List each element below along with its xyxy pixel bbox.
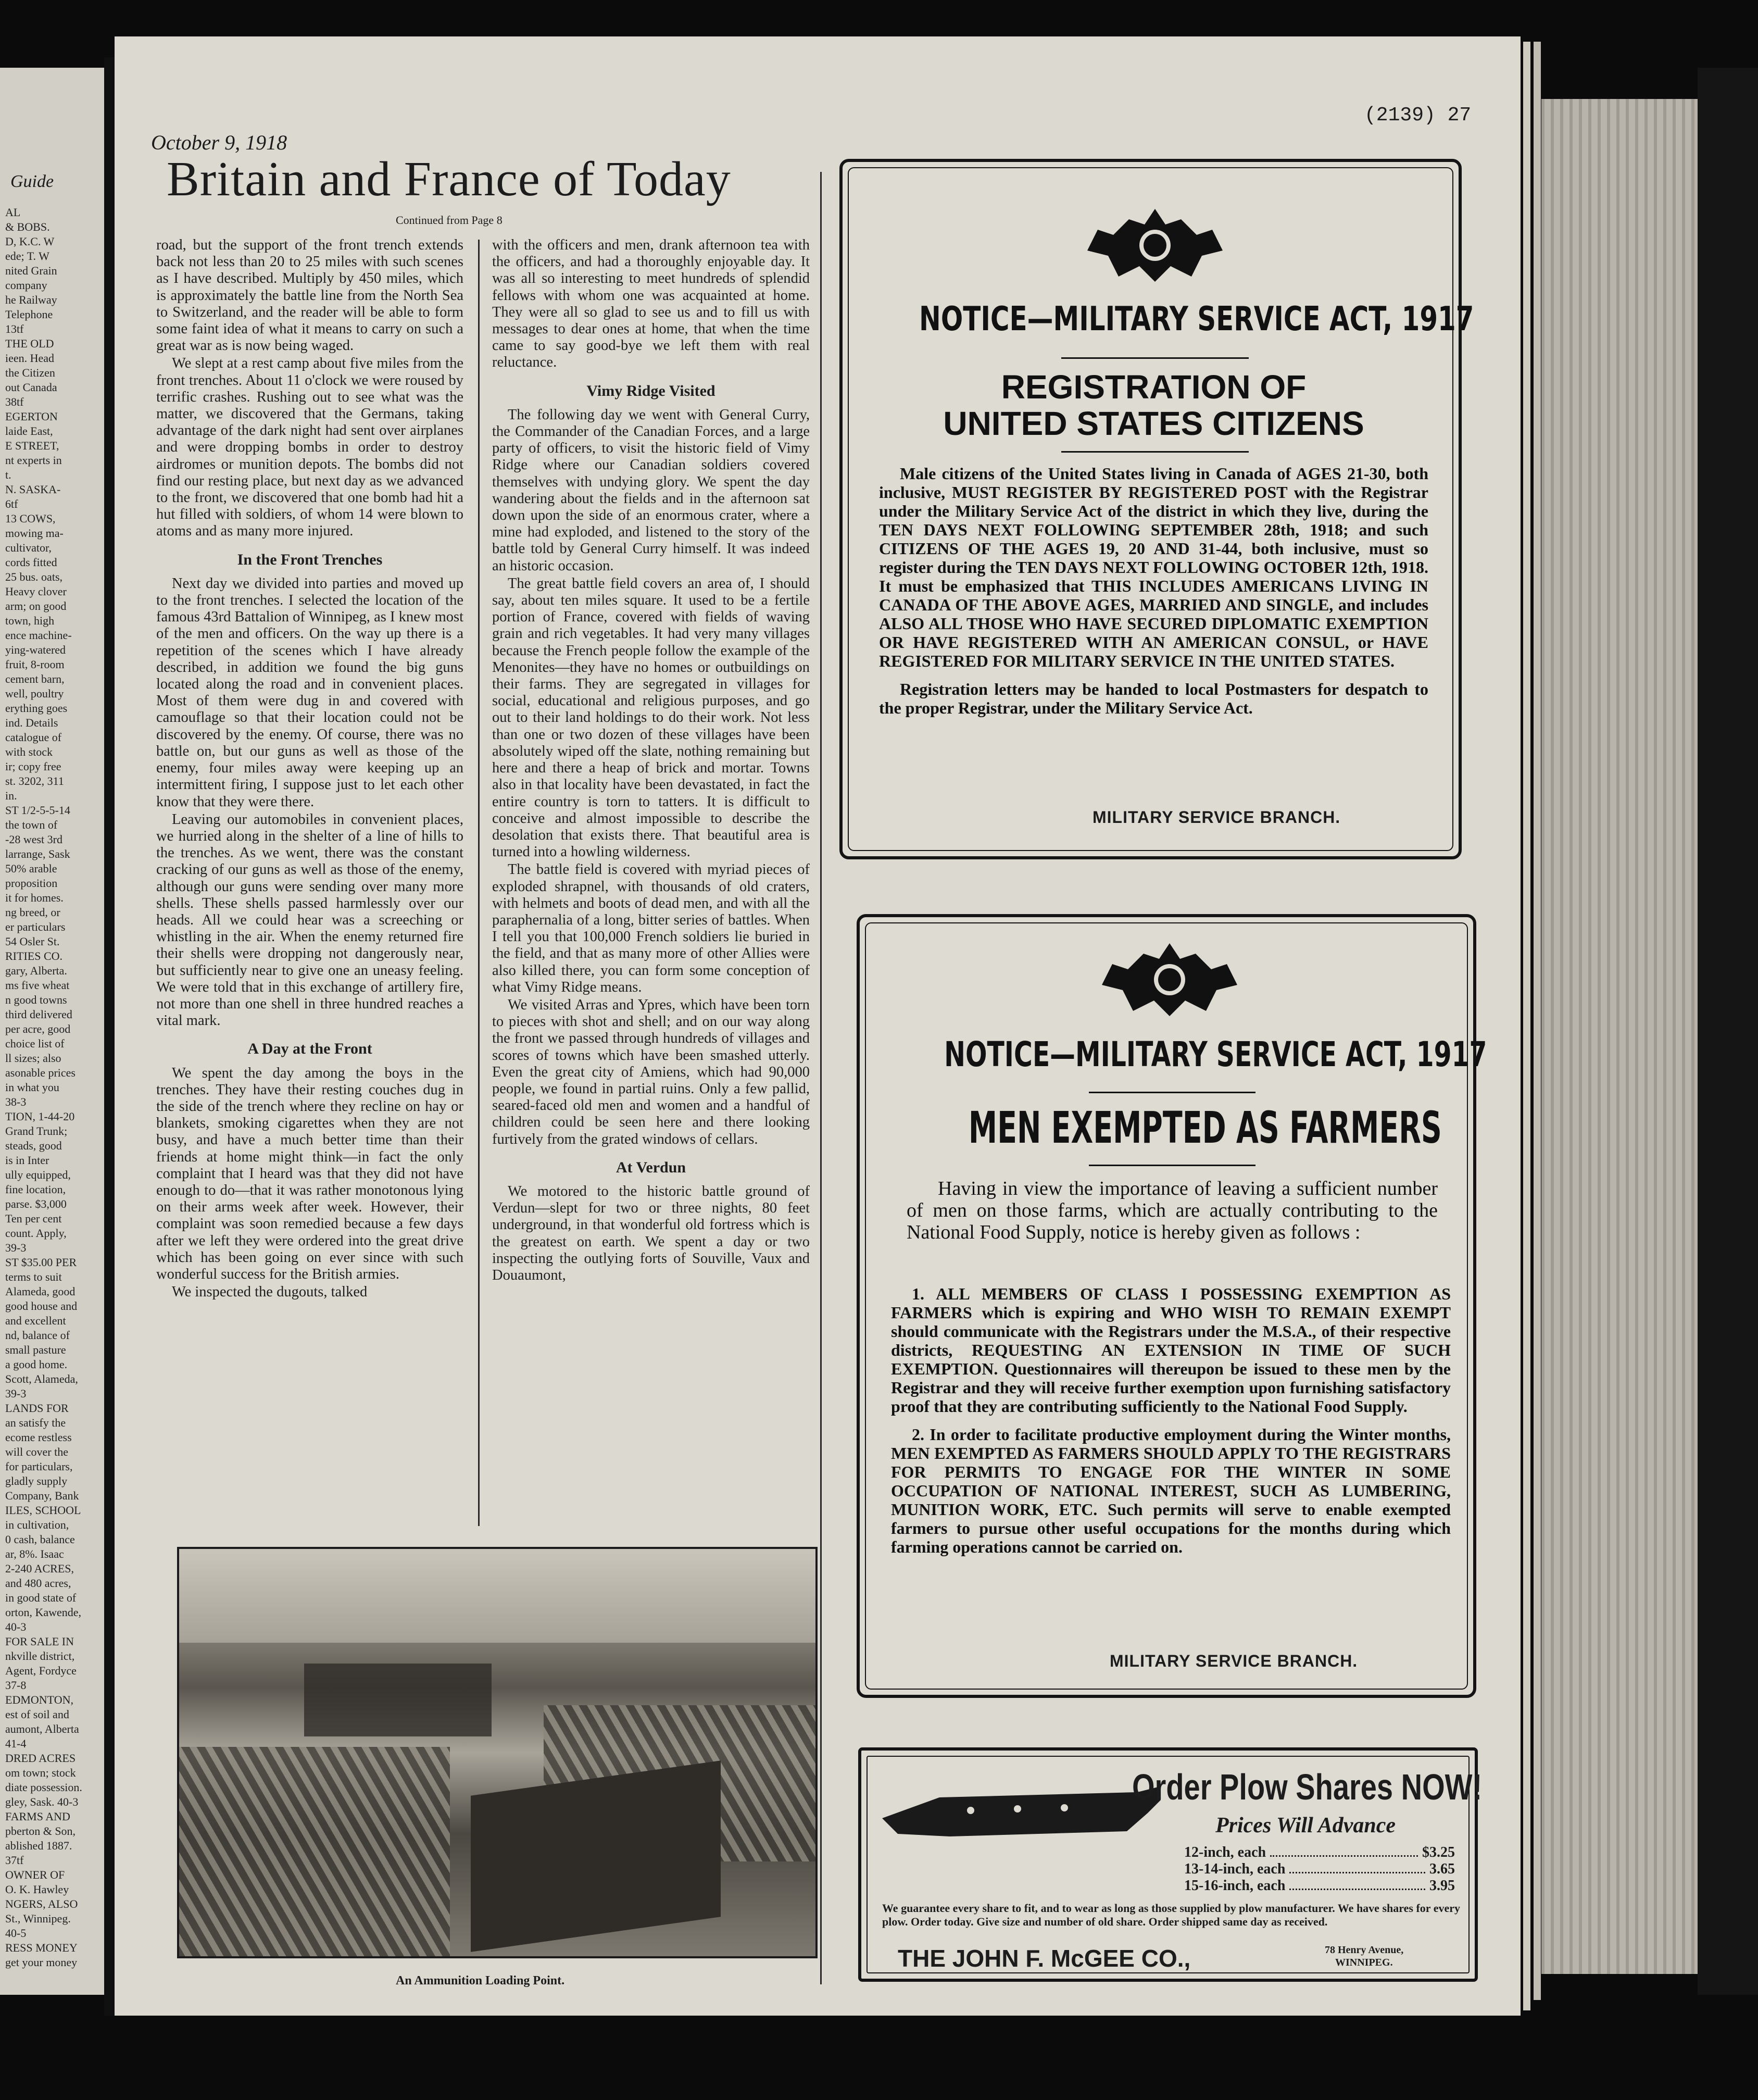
ad-subhead: Prices Will Advance <box>1215 1814 1396 1838</box>
price-list <box>1184 1844 1455 1894</box>
notice-title-line1: REGISTRATION OF <box>1001 368 1307 406</box>
ad-company-name: THE JOHN F. McGEE CO., <box>898 1945 1191 1972</box>
subheading: In the Front Trenches <box>237 551 383 568</box>
article-column-1 <box>156 237 463 1529</box>
notice-paragraph: Male citizens of the United States living in Canada of AGES 21-30, both inclusive, MUST REGISTER BY REGISTERED POST with the Registrar under the Military Service Act of the district in which they live, during the TEN DAYS NEXT FOLLOWING SEPTEMBER 28th, 1918; and such CITIZENS OF THE AGES 19, 20 AND 31-44, both inclusive, must so register during the TEN DAYS NEXT FOLLOWING OCTOBER 12th, 1918. It must be emphasized that THIS INCLUDES AMERICANS LIVING IN CANADA OF THE ABOVE AGES, MARRIED AND SINGLE, and includes ALSO ALL THOSE WHO HAVE SECURED DIPLOMATIC EXEMPTION OR HAVE REGISTERED WITH AN AMERICAN CONSUL, or HAVE REGISTERED FOR MILITARY SERVICE IN THE UNITED STATES. <box>879 464 1428 670</box>
crest-icon <box>1081 933 1258 1021</box>
ad-address-line2: WINNIPEG. <box>1335 1957 1393 1968</box>
price-size: 15-16-inch, each <box>1184 1878 1286 1894</box>
photo-caption: An Ammunition Loading Point. <box>396 1974 565 1988</box>
notice-item: 1. ALL MEMBERS OF CLASS I POSSESSING EXEMPTION AS FARMERS which is expiring and WHO WISH TO REMAIN EXEMPT should communicate with the Registrars under the M.S.A., of their respective districts, REQUESTING AN EXTENSION IN TIME OF SUCH EXEMPTION. Questionnaires will thereupon be issued to these men by the Registrar and they will receive further exemption upon furnishing satisfactory proof that they are contributing sufficiently to the National Food Supply. <box>891 1284 1451 1416</box>
notice-exempted-farmers <box>857 914 1487 1698</box>
book-gutter <box>104 57 115 2016</box>
plow-shares-ad <box>858 1747 1483 1982</box>
paragraph: We slept at a rest camp about five miles from the front trenches. About 11 o'clock we were roused by terrific crashes. Rushing out to see what was the matter, we discovered that the Germans, taking advantage of the dark night had sent over airplanes and were dropping bombs in order to destroy airdromes or munition depots. The bombs did not find our resting place, but next day as we advanced to the front, we discovered that one bomb had hit a hut filled with soldiers, of whom 14 were blown to atoms and as many more injured. <box>156 355 463 540</box>
column-rule <box>478 240 480 1526</box>
paragraph: We motored to the historic battle ground of Verdun—slept for two or three nights, 80 feet underground, in that wonderful old fortress which is the greatest on earth. We spent a day or two inspecting the outlying forts of Souville, Vaux and Douaumont, <box>492 1183 810 1283</box>
paragraph: The great battle field covers an area of, I should say, about ten miles square. It used to be a fertile portion of France, covered with fields of waving grain and rich vegetables. It had very many villages because the French people follow the example of the Menonites—they have no homes or outbuildings on their farms. They are segregated in villages for social, educational and religious purposes, and go out to their land holdings to do their work. Not less than one or two dozen of these villages have been absolutely wiped off the slate, nothing remaining but here and there a heap of brick and mortar. Towns also in that locality have been devastated, in fact the entire country is torn to tatters. It is difficult to conceive and almost impossible to describe the desolation that exists there. That beautiful area is turned into a howling wilderness. <box>492 575 810 860</box>
paragraph: We visited Arras and Ypres, which have been torn to pieces with shot and shell; and on our way along the front we passed through hundreds of villages and scores of towns which have been smashed utterly. Even the great city of Amiens, which had 90,000 people, we found in partial ruins. Only a few pallid, seared-faced old men and women and a handful of children could be seen here and there looking furtively from the grated windows of cellars. <box>492 996 810 1147</box>
photo-wagon-2 <box>304 1664 492 1736</box>
left-page <box>0 68 104 1995</box>
left-page-ad-fragments: AL & BOBS. D, K.C. W ede; T. W nited Grain company he Railway Telephone 13tf THE OLD ieen. Head the Citizen out Canada 38tf EGERTON laide East, E STREET, nt experts in t. N. SASKA- 6tf 13 COWS, mowing ma- cultivator, cords fitted 25 bus. oats, Heavy clover arm; on good town, high ence machine- ying-watered fruit, 8-room cement barn, well, poultry erything goes ind. Details catalogue of with stock ir; copy free st. 3202, 311 in. ST 1/2-5-5-14 the town of -28 west 3rd larrange, Sask 50% arable proposition it for homes. ng breed, or er particulars 54 Osler St. RITIES CO. gary, Alberta. ms five wheat n good towns third delivered per acre, good choice list of ll sizes; also asonable prices in what you 38-3 TION, 1-44-20 Grand Trunk; steads, good is in Inter ully equipped, fine location, parse. $3,000 Ten per cent count. Apply, 39-3 ST $35.00 PER terms to suit Alameda, good good house and and excellent nd, balance of small pasture a good home. Scott, Alameda, 39-3 LANDS FOR an satisfy the ecome restless will cover the for particulars, gladly supply Company, Bank ILES, SCHOOL in cultivation, 0 cash, balance ar, 8%. Isaac 2-240 ACRES, and 480 acres, in good state of orton, Kawende, 40-3 FOR SALE IN nkville district, Agent, Fordyce 37-8 EDMONTON, est of soil and aumont, Alberta 41-4 DRED ACRES om town; stock diate possession. gley, Sask. 40-3 FARMS AND pberton & Son, ablished 1887. 37tf OWNER OF O. K. Hawley NGERS, ALSO St., Winnipeg. 40-5 RESS MONEY get your money <box>5 206 82 1969</box>
photo-wagon <box>471 1760 721 1952</box>
photo-shell-stacks <box>179 1747 450 1958</box>
crest-icon <box>1066 198 1244 287</box>
paragraph: with the officers and men, drank afternoon tea with the officers, and had a thoroughly enjoyable day. It was all so interesting to meet hundreds of splendid fellows with whom one was acquainted at home. They were all so glad to see us and to fill us with messages to dear ones at home, that when the time came to say good-bye we left them with real reluctance. <box>492 237 810 371</box>
left-page-running-head: Guide <box>10 172 54 191</box>
plow-share-icon <box>877 1782 1169 1849</box>
notice-body <box>891 1284 1451 1566</box>
paragraph: road, but the support of the front trench extends back not less than 20 to 25 miles with such scenes as I have described. Multiply by 450 miles, which is approximately the battle line from the North Sea to Switzerland, and the reader will be able to form some faint idea of what it means to carry on such a great war as is now being waged. <box>156 237 463 354</box>
notice-body <box>879 464 1428 727</box>
notice-signature: MILITARY SERVICE BRANCH. <box>1110 1652 1358 1670</box>
price-row <box>1184 1844 1455 1861</box>
issue-date: October 9, 1918 <box>151 131 287 154</box>
price-value: 3.95 <box>1429 1878 1455 1894</box>
price-size: 12-inch, each <box>1184 1844 1266 1860</box>
price-leader <box>1270 1844 1418 1857</box>
notice-item: 2. In order to facilitate productive employment during the Winter months, MEN EXEMPTED AS FARMERS SHOULD APPLY TO THE REGISTRARS FOR PERMITS TO ENGAGE FOR THE WINTER IN SOME OCCUPATION OF NATIONAL INTEREST, SUCH AS LUMBERING, MUNITION WORK, ETC. Such permits will serve to enable exempted farmers to pursue other useful occupations for the months during which farming operations cannot be carried on. <box>891 1425 1451 1556</box>
paragraph: We spent the day among the boys in the trenches. They have their resting couches dug in the side of the trench where they recline on hay or blankets, smoking cigarettes when they are not busy, and have a much better time than their friends at home might think—in fact the only complaint that I heard was that they did not have enough to do—that it was rather monotonous lying on their arms week after week. However, their complaint was soon remedied because a few days after we left they were ordered into the great drive which has been going on ever since with such wonderful success for the British armies. <box>156 1065 463 1282</box>
page-stack-edges <box>1541 99 1698 1974</box>
notice-rule <box>1061 357 1249 359</box>
paragraph: We inspected the dugouts, talked <box>172 1284 368 1301</box>
price-leader <box>1289 1878 1425 1890</box>
price-size: 13-14-inch, each <box>1184 1861 1286 1877</box>
photo-sky <box>179 1549 815 1643</box>
notice-heading: NOTICE—MILITARY SERVICE ACT, 1917 <box>944 1034 1487 1074</box>
paragraph: Leaving our automobiles in convenient places, we hurried along in the shelter of a line of hills to the trenches. As we went, there was the constant cracking of our guns as well as those of the enemy, although our guns were sending over many more shells. These shells passed harmlessly over our heads. All we could hear was a screeching or whistling in the air. When the enemy returned fire their shells were dropping not dangerously near, but sufficiently near to give one an uneasy feeling. We were told that in this exchange of artillery fire, not more than one shell in three hundred reaches a vital mark. <box>156 811 463 1029</box>
page-stack-dark-edge <box>1698 68 1758 1995</box>
price-leader <box>1289 1861 1425 1873</box>
paragraph: The following day we went with General Curry, the Commander of the Canadian Forces, and a large party of officers, to visit the historic field of Vimy Ridge where our Canadian soldiers covered themselves with undying glory. We spent the day wandering about the fields and in the afternoon sat down upon the side of an enormous crater, where a mine had exploded, and listened to the story of the battle told by General Curry himself. It was indeed an historic occasion. <box>492 406 810 574</box>
ad-guarantee: We guarantee every share to fit, and to wear as long as those supplied by plow manufacturer. We have shares for every plow. Order today. Give size and number of old share. Order shipped same day as received. <box>882 1902 1460 1928</box>
page-edges-2 <box>1534 42 1541 2000</box>
notice-signature: MILITARY SERVICE BRANCH. <box>1093 808 1341 827</box>
article-column-2 <box>492 237 810 1529</box>
subheading: A Day at the Front <box>247 1040 372 1058</box>
page-column-rule <box>820 172 822 1984</box>
continued-from-note: Continued from Page 8 <box>396 214 503 227</box>
notice-title-line2: UNITED STATES CITIZENS <box>943 405 1364 442</box>
price-value: $3.25 <box>1422 1844 1455 1860</box>
ad-address-line1: 78 Henry Avenue, <box>1325 1944 1404 1956</box>
paragraph: Next day we divided into parties and moved up to the front trenches. I selected the location of the famous 43rd Battalion of Winnipeg, as I knew most of the men and officers. On the way up there is a repetition of the scenes which I have already described, in addition we found the big guns located along the road and in convenient places. Most of them were dug in and covered with camouflage so that their location could not be discovered by the enemy. Of course, there was no battle on, but our guns as well as those of the enemy, four miles away were keeping up an intermittent firing, I suppose just to let each other know that they were there. <box>156 575 463 810</box>
ammunition-photo <box>177 1547 818 1958</box>
notice-rule-2 <box>1089 1165 1255 1166</box>
page-edges-1 <box>1523 42 1530 2010</box>
subheading: At Verdun <box>616 1158 686 1176</box>
price-row <box>1184 1861 1455 1878</box>
article-title: Britain and France of Today <box>167 152 731 206</box>
notice-rule-2 <box>1061 451 1249 453</box>
notice-heading: NOTICE—MILITARY SERVICE ACT, 1917 <box>919 300 1474 339</box>
notice-intro: Having in view the importance of leaving a sufficient number of men on those farms, which are actually contributing to the National Food Supply, notice is hereby given as follows : <box>907 1178 1438 1243</box>
notice-paragraph: Registration letters may be handed to local Postmasters for despatch to the proper Registrar, under the Military Service Act. <box>879 680 1428 717</box>
notice-us-citizens <box>839 159 1474 859</box>
price-value: 3.65 <box>1429 1861 1455 1877</box>
subheading: Vimy Ridge Visited <box>586 382 715 399</box>
paragraph: The battle field is covered with myriad pieces of exploded shrapnel, with thousands of old craters, with helmets and boots of dead men, and with all the paraphernalia of a long, bitter series of battles. When I tell you that 100,000 French soldiers lie buried in the field, and that as many more of other Allies were also killed there, you can form some conception of what Vimy Ridge means. <box>492 861 810 995</box>
notice-title: MEN EXEMPTED AS FARMERS <box>968 1102 1442 1153</box>
notice-rule <box>1089 1092 1255 1093</box>
ad-headline: Order Plow Shares NOW! <box>1132 1767 1483 1807</box>
price-row <box>1184 1878 1455 1894</box>
page-folio: (2139) 27 <box>1364 104 1472 127</box>
